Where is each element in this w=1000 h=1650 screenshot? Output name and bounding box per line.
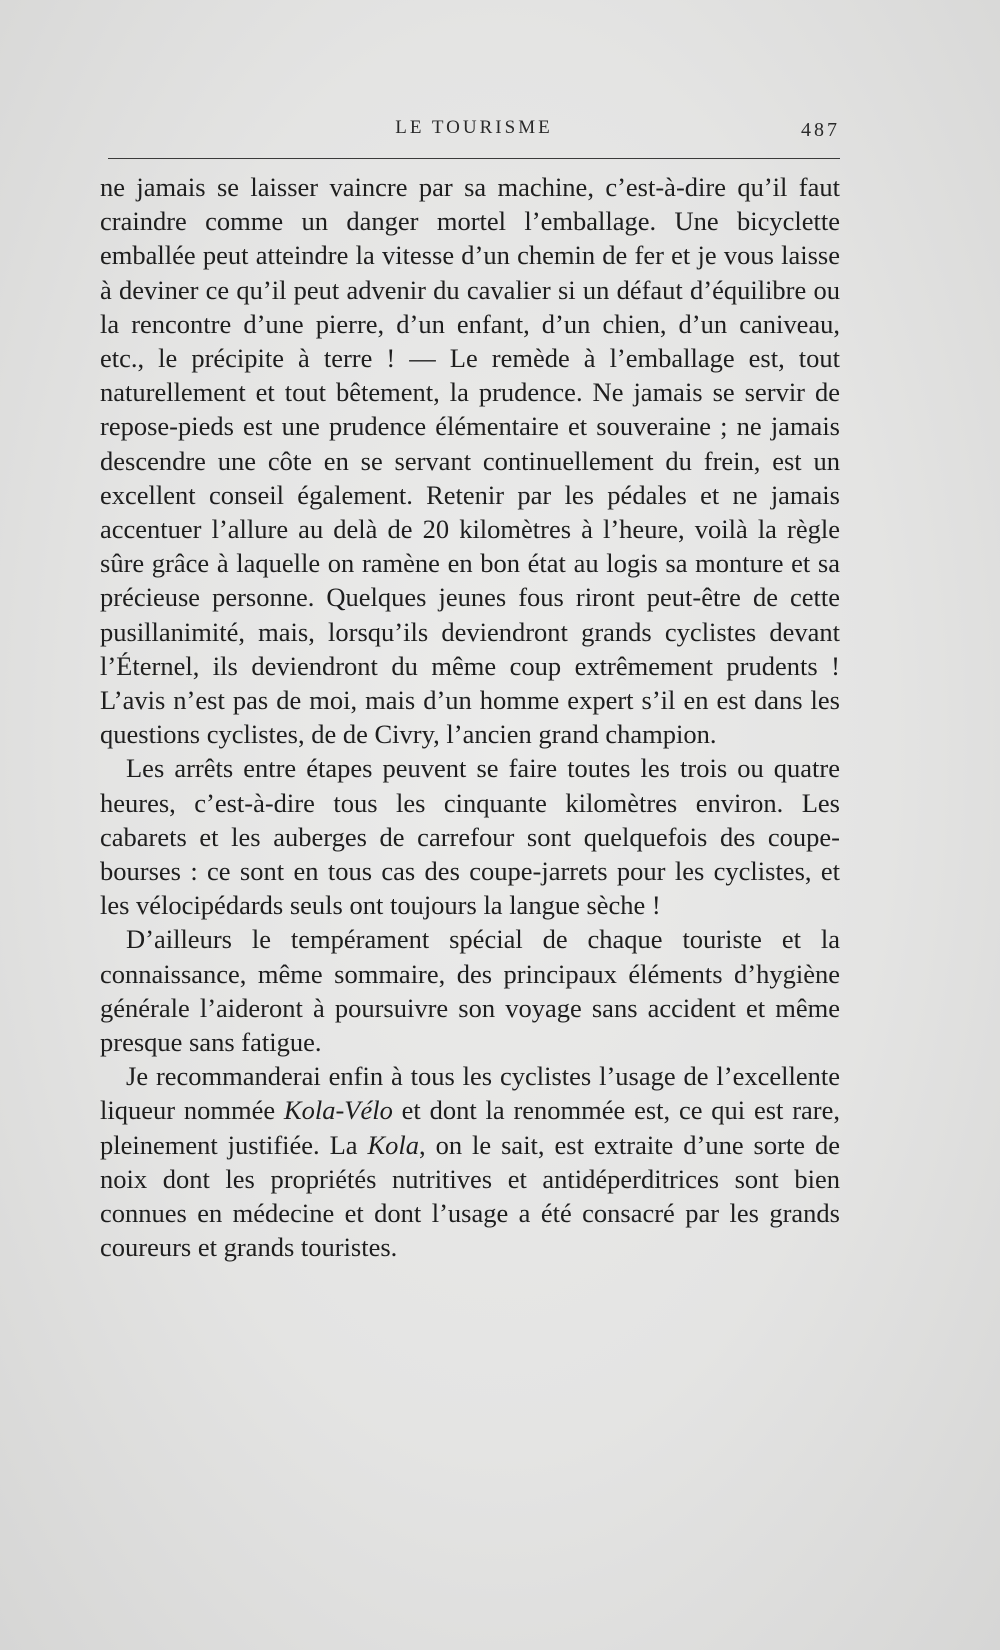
page-number: 487 (801, 119, 840, 141)
header-rule (108, 158, 840, 159)
paragraph-4 (100, 1059, 840, 1264)
running-title: LE TOURISME (395, 117, 553, 138)
paragraph-2: Les arrêts entre étapes peuvent se faire toutes les trois ou quatre heures, c’est-à-dire tous les cinquante kilomètres environ. Les cabarets et les auberges de carrefour sont quelquefois des coupe-bourses : ce sont en tous cas des coupe-jarrets pour les cyclistes, et les vélocipédards seuls ont toujours la langue sèche ! (100, 753, 840, 921)
body-text (100, 170, 840, 1265)
paragraph-4-text-2: et dont la renommée est, ce qui est rare, pleinement justifiée. La (100, 1095, 840, 1160)
product-name-kola-velo: Kola-Vélo (283, 1095, 393, 1126)
paragraph-1: ne jamais se laisser vaincre par sa machine, c’est-à-dire qu’il faut craindre comme un danger mortel l’emballage. Une bicyclette emballée peut atteindre la vitesse d’un chemin de fer et je vous laisse à deviner ce qu’il peut advenir du cavalier si un défaut d’équilibre ou la rencontre d’une pierre, d’un enfant, d’un chien, d’un caniveau, etc., le précipite à terre ! — Le remède à l’emballage est, tout naturellement et tout bêtement, la prudence. Ne jamais se servir de repose-pieds est une prudence élémentaire et souveraine ; ne jamais descendre une côte en se servant continuellement du frein, est un excellent conseil également. Retenir par les pédales et ne jamais accentuer l’allure au delà de 20 kilomètres à l’heure, voilà la règle sûre grâce à laquelle on ramène en bon état au logis sa monture et sa précieuse personne. Quelques jeunes fous riront peut-être de cette pusillanimité, mais, lorsqu’ils deviendront grands cyclistes devant l’Éternel, ils deviendront du même coup extrêmement prudents ! L’avis n’est pas de moi, mais d’un homme expert s’il en est dans les questions cyclistes, de de Civry, l’ancien grand champion. (100, 172, 840, 750)
product-name-kola: Kola (367, 1129, 420, 1160)
paragraph-3: D’ailleurs le tempérament spécial de chaque touriste et la connaissance, même sommaire, des principaux éléments d’hygiène générale l’aideront à poursuivre son voyage sans accident et même presque sans fatigue. (100, 924, 840, 1058)
paragraph-4-text-3: , on le sait, est extraite d’une sorte de noix dont les propriétés nutritives et antidéperditrices sont bien connues en médecine et dont l’usage a été consacré par les grands coureurs et grands touristes. (100, 1129, 841, 1263)
paragraph-4-text-1: Je recommanderai enfin à tous les cyclistes l’usage de l’excellente liqueur nommée (100, 1061, 840, 1126)
running-head (108, 117, 840, 147)
